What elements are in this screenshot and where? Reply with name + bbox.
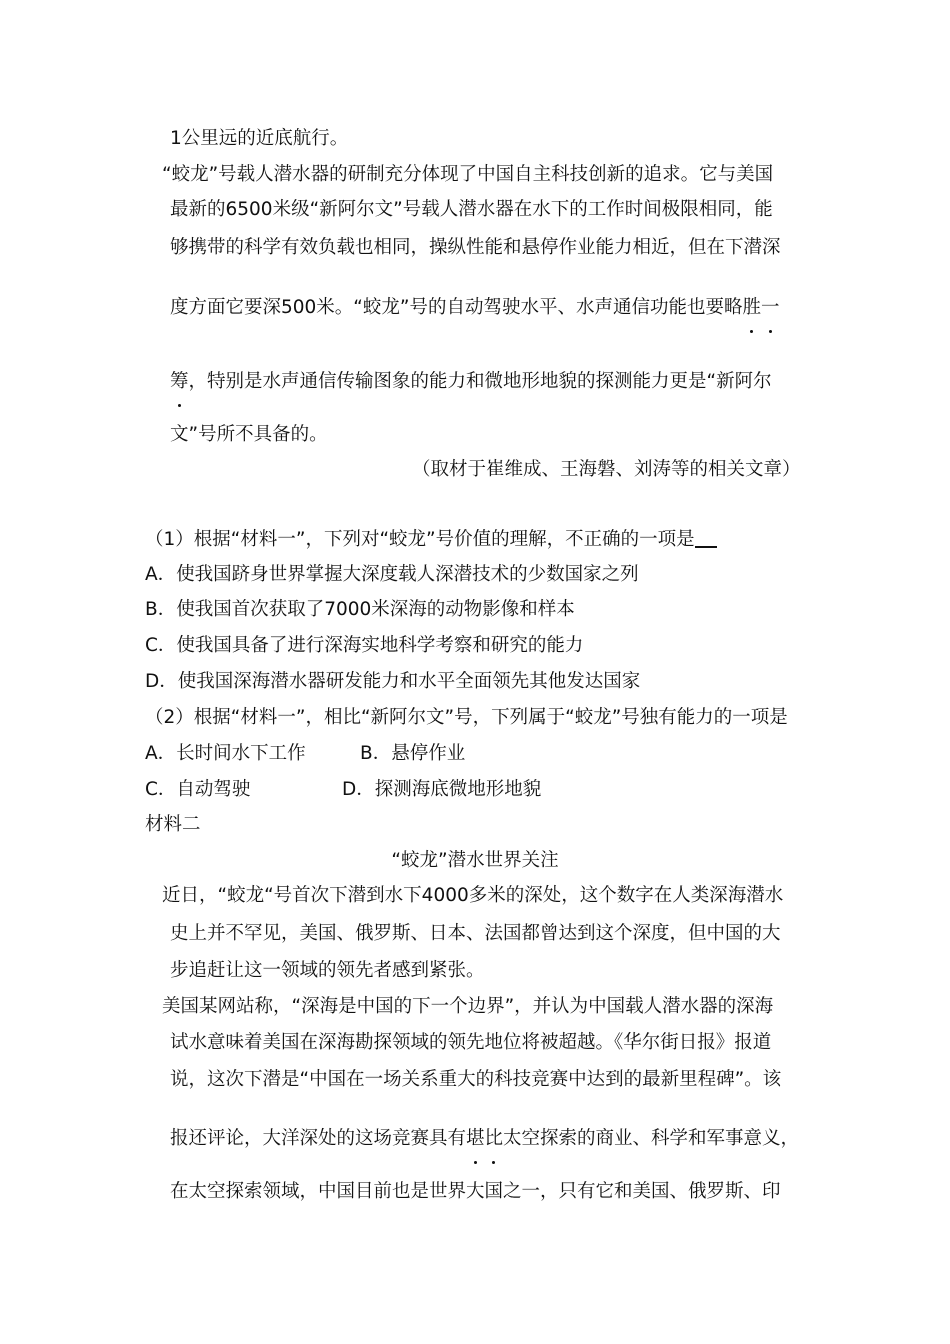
q2-option-b: B．悬停作业 bbox=[360, 743, 466, 764]
q1-option-b: B．使我国首次获取了7000米深海的动物影像和样本 bbox=[145, 599, 575, 620]
text-run: ，特别是水声通信传输图象的能力和微地形地貌的探测能力更是“新阿尔 bbox=[188, 371, 772, 392]
material2-line: 试水意味着美国在深海勘探领域的领先地位将被超越。《华尔街日报》报道 bbox=[170, 1032, 772, 1053]
emphasis-char: 筹 bbox=[170, 371, 189, 392]
material2-line: 步追赶让这一领域的领先者感到紧张。 bbox=[170, 960, 485, 981]
answer-blank[interactable] bbox=[695, 528, 717, 548]
emphasis-char: 堪 bbox=[466, 1128, 485, 1149]
q1-option-c: C．使我国具备了进行深海实地科学考察和研究的能力 bbox=[145, 635, 584, 656]
material1-line: 1公里远的近底航行。 bbox=[170, 128, 349, 149]
q2-option-c: C．自动驾驶 bbox=[145, 779, 251, 800]
material1-line: 文”号所不具备的。 bbox=[170, 424, 328, 445]
q2-option-a: A．长时间水下工作 bbox=[145, 743, 306, 764]
q1-option-a: A．使我国跻身世界掌握大深度载人深潜技术的少数国家之列 bbox=[145, 564, 639, 585]
material2-line: 说，这次下潜是“中国在一场关系重大的科技竞赛中达到的最新里程碑”。该 bbox=[170, 1069, 782, 1090]
text-run: 报还评论，大洋深处的这场竞赛具有 bbox=[170, 1128, 467, 1149]
text-run: （1）根据“材料一”，下列对“蛟龙”号价值的理解，不正确的一项是 bbox=[145, 529, 695, 550]
text-run: 太空探索的商业、科学和军事意义， bbox=[503, 1128, 800, 1149]
text-run: 度方面它要深500米。“蛟龙”号的自动驾驶水平、水声通信功能也要略 bbox=[170, 297, 743, 318]
material2-title: “蛟龙”潜水世界关注 bbox=[391, 850, 559, 871]
emphasis-char: 胜 bbox=[742, 297, 761, 318]
q1-option-d: D．使我国深海潜水器研发能力和水平全面领先其他发达国家 bbox=[145, 671, 641, 692]
material2-line: 史上并不罕见，美国、俄罗斯、日本、法国都曾达到这个深度，但中国的大 bbox=[170, 923, 781, 944]
question-2-stem: （2）根据“材料一”，相比“新阿尔文”号，下列属于“蛟龙”号独有能力的一项是 bbox=[145, 707, 788, 728]
question-1-stem bbox=[145, 528, 717, 552]
material2-line: 近日，“蛟龙“号首次下潜到水下4000多米的深处，这个数字在人类深海潜水 bbox=[162, 885, 784, 906]
emphasis-char: 一 bbox=[761, 297, 780, 318]
material2-line: 在太空探索领域，中国目前也是世界大国之一，只有它和美国、俄罗斯、印 bbox=[170, 1181, 781, 1202]
material1-line: 最新的6500米级“新阿尔文”号载人潜水器在水下的工作时间极限相同，能 bbox=[170, 199, 773, 220]
source-note: （取材于崔维成、王海磐、刘涛等的相关文章） bbox=[412, 459, 801, 480]
material2-line bbox=[170, 1127, 799, 1151]
material2-line: 美国某网站称，“深海是中国的下一个边界”，并认为中国载人潜水器的深海 bbox=[162, 996, 774, 1017]
material1-line: 够携带的科学有效负载也相同，操纵性能和悬停作业能力相近，但在下潜深 bbox=[170, 237, 781, 258]
material1-line bbox=[170, 296, 780, 320]
material1-line bbox=[170, 370, 772, 394]
material1-line: “蛟龙”号载人潜水器的研制充分体现了中国自主科技创新的追求。它与美国 bbox=[162, 164, 774, 185]
material2-label: 材料二 bbox=[145, 814, 201, 835]
q2-option-d: D．探测海底微地形地貌 bbox=[342, 779, 542, 800]
emphasis-char: 比 bbox=[484, 1128, 504, 1149]
